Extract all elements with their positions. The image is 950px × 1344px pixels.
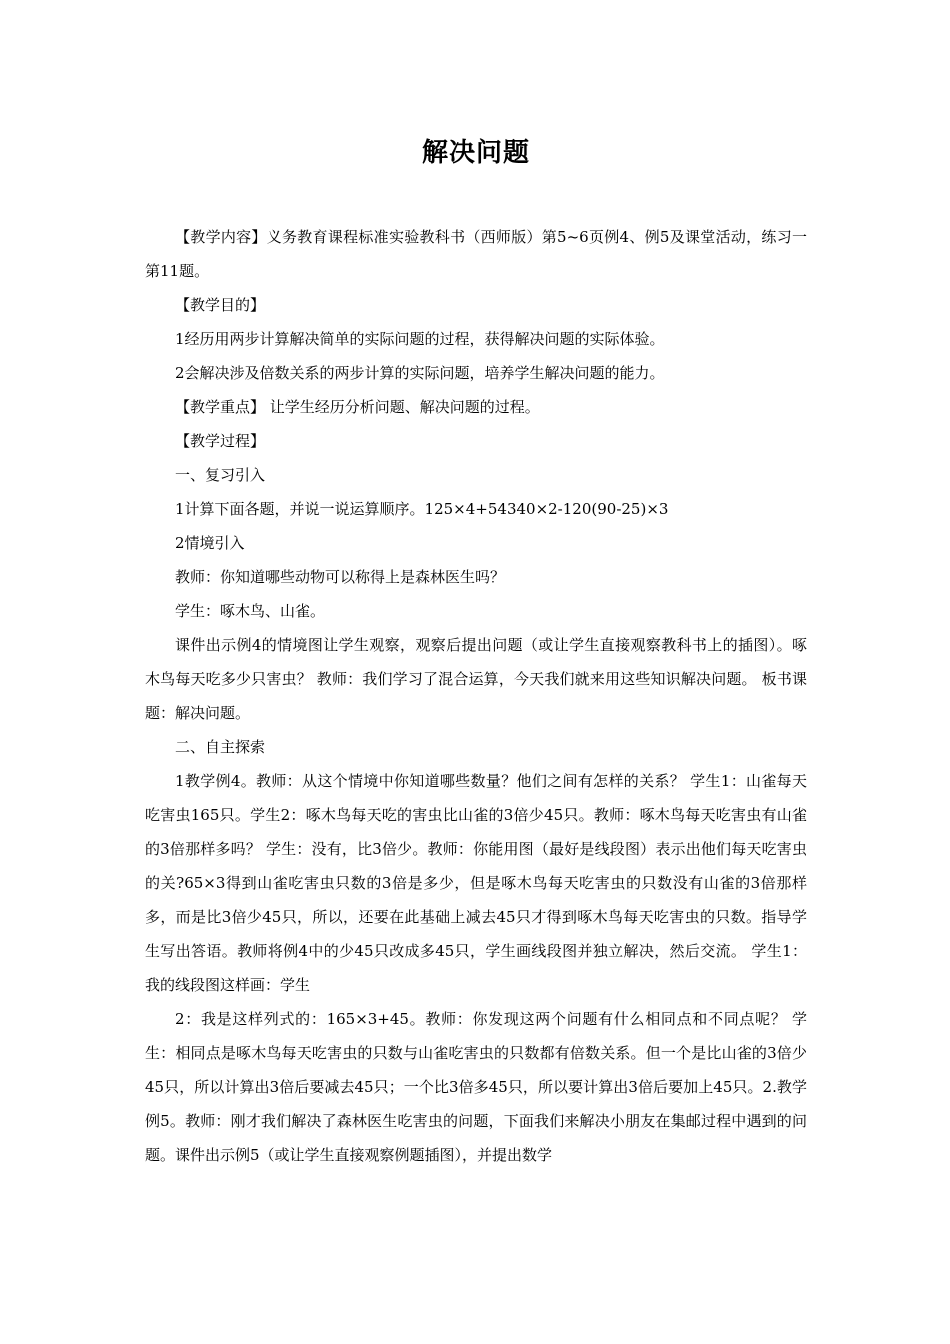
paragraph-review-2: 2情境引入 <box>175 534 245 552</box>
paragraph-teaching-content: 【教学内容】义务教育课程标准实验教科书（西师版）第5~6页例4、例5及课堂活动，练习一第11题。 <box>145 228 807 280</box>
paragraph-teaching-goal-heading: 【教学目的】 <box>175 296 266 314</box>
paragraph-example-4-intro: 课件出示例4的情境图让学生观察，观察后提出问题（或让学生直接观察教科书上的插图）。啄木鸟每天吃多少只害虫？ 教师：我们学习了混合运算，今天我们就来用这些知识解决问题。 板书课题：解决问题。 <box>145 636 807 722</box>
paragraph-explore-2: 2：我是这样列式的：165×3+45。教师：你发现这两个问题有什么相同点和不同点呢？ 学生：相同点是啄木鸟每天吃害虫的只数与山雀吃害虫的只数都有倍数关系。但一个是比山雀的3倍少45只，所以计算出3倍后要减去45只；一个比3倍多45只，所以要计算出3倍后要加上45只。2.教学例5。教师：刚才我们解决了森林医生吃害虫的问题，下面我们来解决小朋友在集邮过程中遇到的问题。课件出示例5（或让学生直接观察例题插图），并提出数学 <box>145 1010 807 1164</box>
paragraph-section-review: 一、复习引入 <box>175 466 266 484</box>
document-body <box>145 220 807 1172</box>
paragraph-teaching-focus: 【教学重点】 让学生经历分析问题、解决问题的过程。 <box>175 398 540 416</box>
paragraph-teacher-question: 教师：你知道哪些动物可以称得上是森林医生吗？ <box>175 568 506 586</box>
paragraph-student-answer: 学生：啄木鸟、山雀。 <box>175 602 326 620</box>
paragraph-goal-2: 2会解决涉及倍数关系的两步计算的实际问题，培养学生解决问题的能力。 <box>175 364 665 382</box>
paragraph-goal-1: 1经历用两步计算解决简单的实际问题的过程，获得解决问题的实际体验。 <box>175 330 665 348</box>
paragraph-section-explore: 二、自主探索 <box>175 738 266 756</box>
paragraph-teaching-process-heading: 【教学过程】 <box>175 432 266 450</box>
paragraph-explore-1: 1教学例4。教师：从这个情境中你知道哪些数量？他们之间有怎样的关系？ 学生1：山雀每天吃害虫165只。学生2：啄木鸟每天吃的害虫比山雀的3倍少45只。教师：啄木鸟每天吃害虫有山雀的3倍那样多吗？ 学生：没有，比3倍少。教师：你能用图（最好是线段图）表示出他们每天吃害虫的关?65×3得到山雀吃害虫只数的3倍是多少，但是啄木鸟每天吃害虫的只数没有山雀的3倍那样多，而是比3倍少45只，所以，还要在此基础上减去45只才得到啄木鸟每天吃害虫的只数。指导学生写出答语。教师将例4中的少45只改成多45只，学生画线段图并独立解决，然后交流。 学生1：我的线段图这样画：学生 <box>145 772 807 994</box>
document-title: 解决问题 <box>421 138 530 168</box>
paragraph-review-1: 1计算下面各题，并说一说运算顺序。125×4+54340×2-120(90-25)×3 <box>175 500 669 518</box>
